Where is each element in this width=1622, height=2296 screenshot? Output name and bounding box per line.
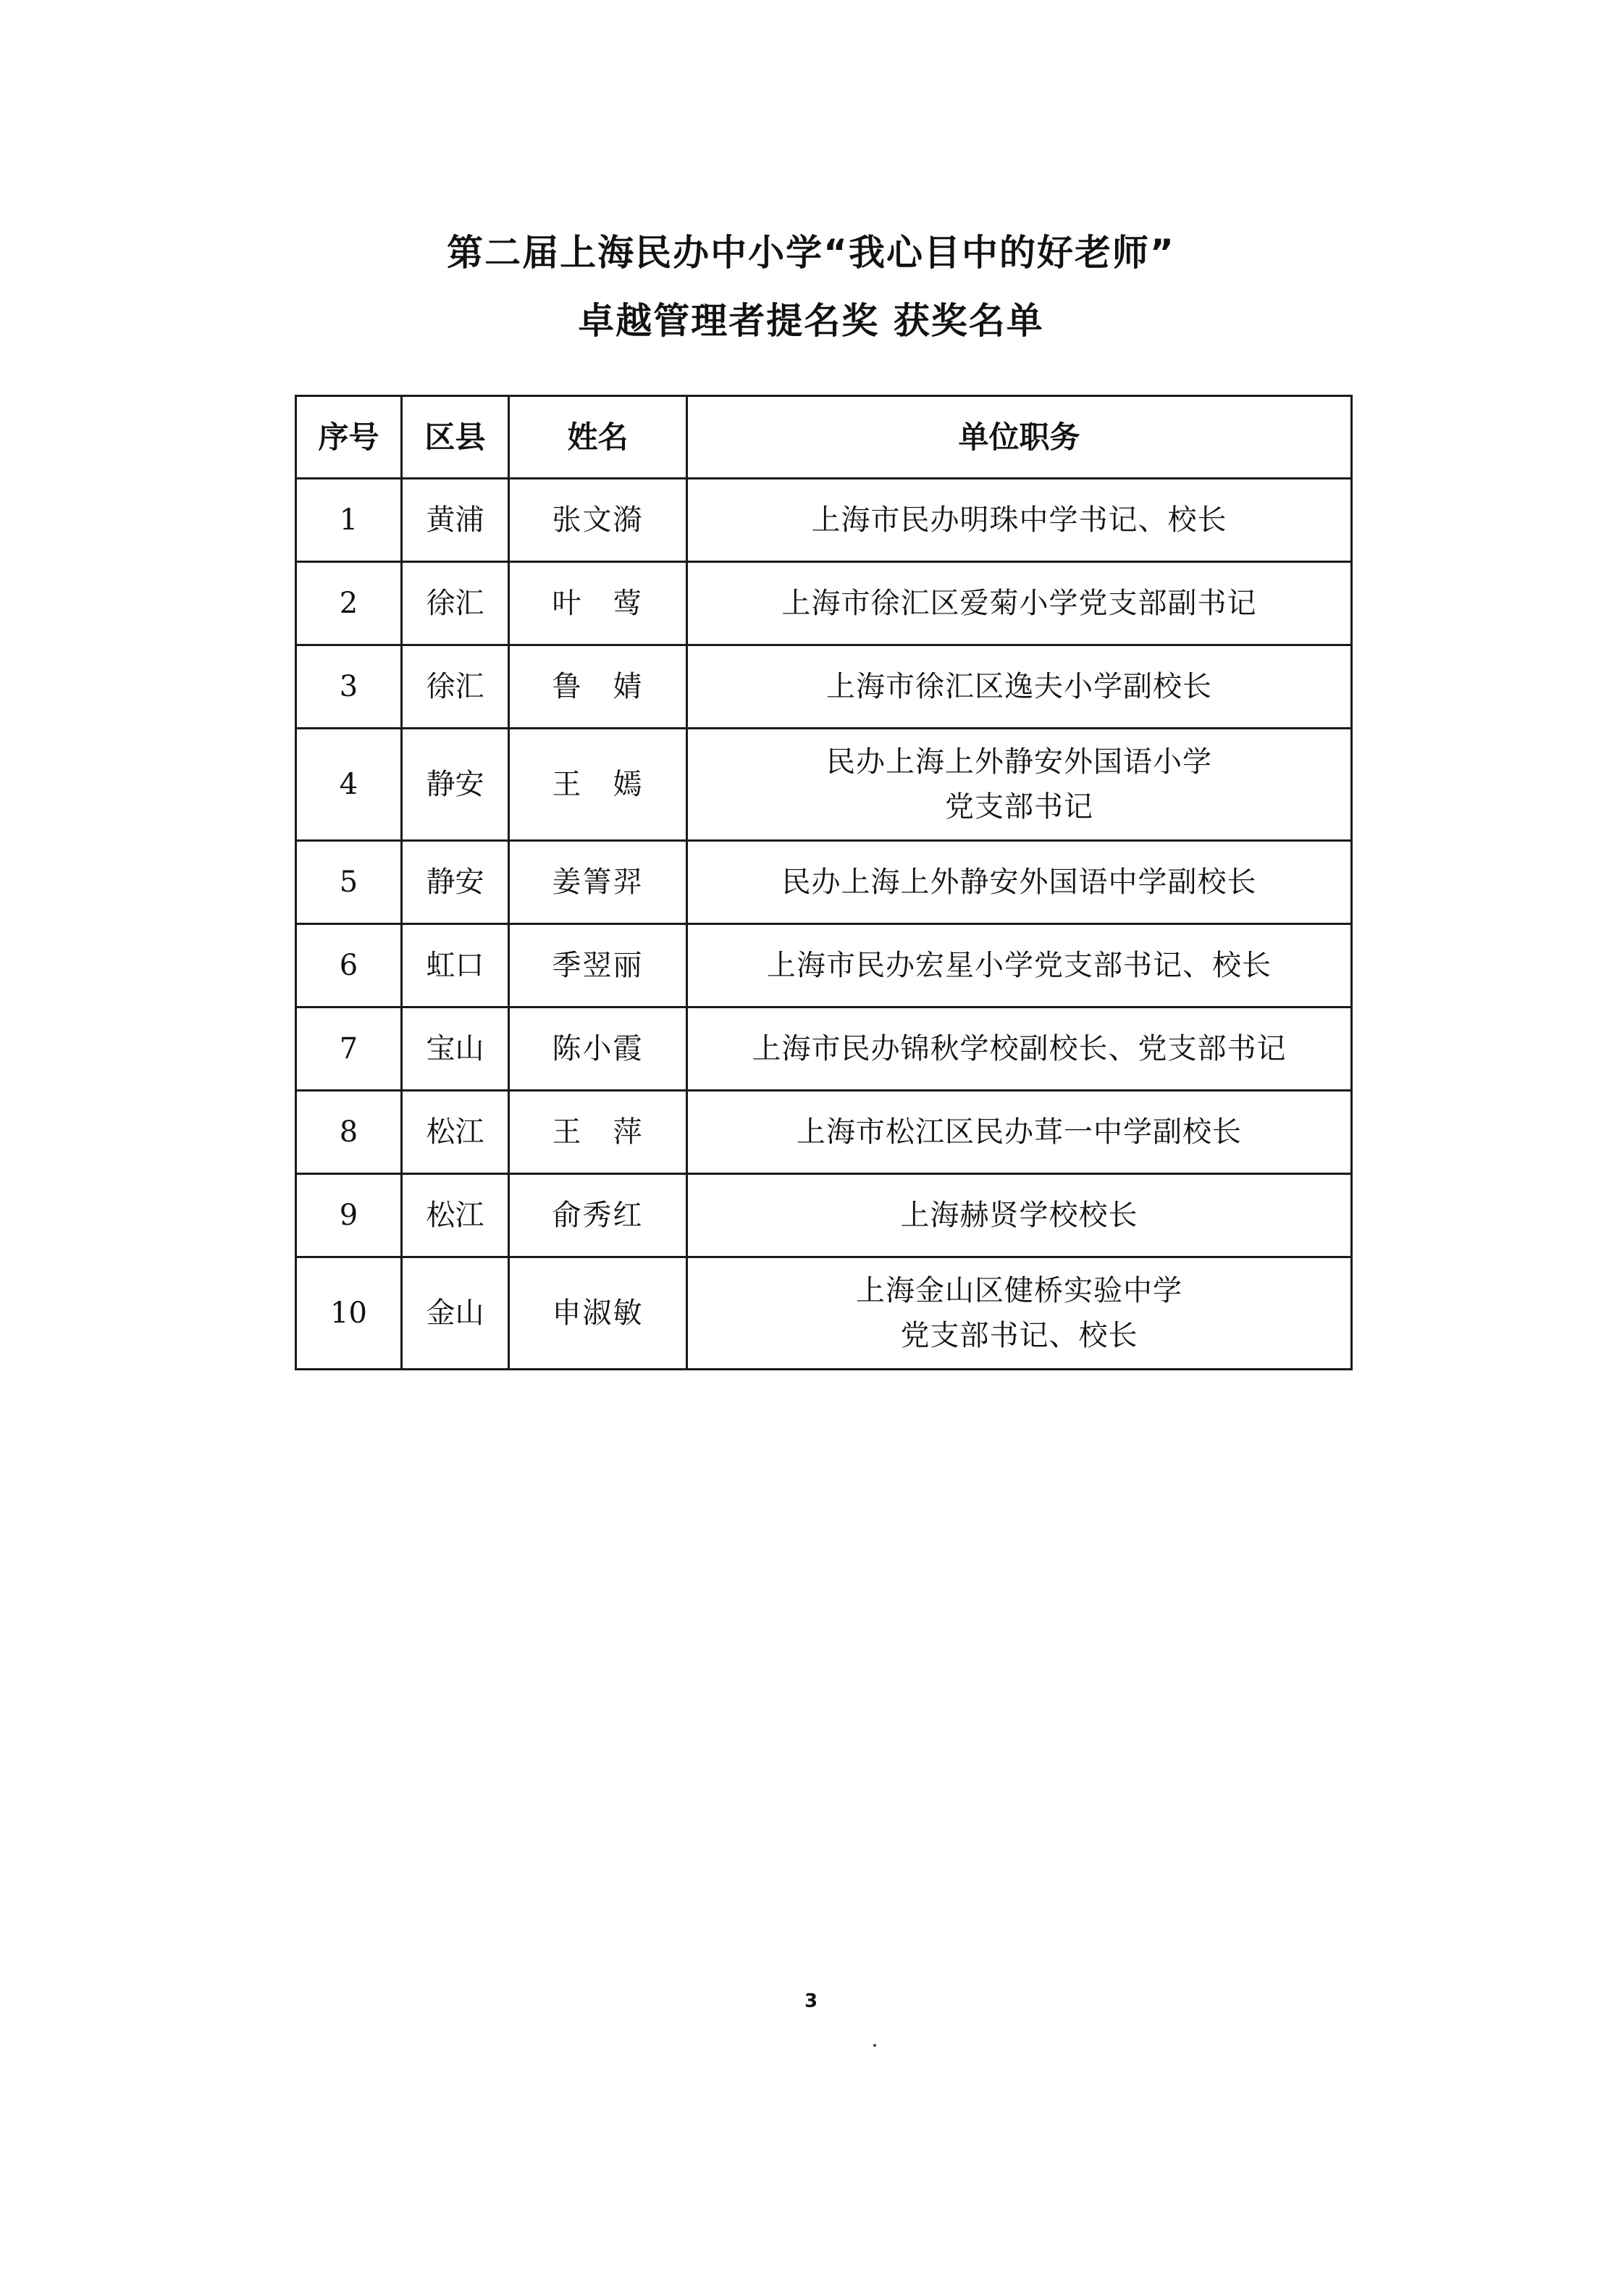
row-position — [687, 479, 1352, 562]
row-district: 松江 — [402, 1091, 509, 1174]
document-title-line-2: 卓越管理者提名奖 获奖名单 — [578, 300, 1044, 342]
position-line: 上海市徐汇区逸夫小学副校长 — [826, 670, 1212, 703]
document-title-line-1: 第二届上海民办中小学“我心目中的好老师” — [447, 232, 1175, 274]
row-position — [687, 1257, 1352, 1370]
row-name: 张文漪 — [509, 479, 687, 562]
position-line: 上海赫贤学校校长 — [900, 1199, 1138, 1232]
row-position — [687, 1174, 1352, 1257]
position-line: 民办上海上外静安外国语小学 — [826, 745, 1212, 779]
row-name: 陈小霞 — [509, 1007, 687, 1091]
page-number: 3 — [804, 1990, 818, 2012]
position-line: 民办上海上外静安外国语中学副校长 — [781, 866, 1257, 899]
position-line: 上海金山区健桥实验中学 — [856, 1274, 1182, 1307]
row-position — [687, 645, 1352, 729]
position-line: 上海市民办宏星小学党支部书记、校长 — [767, 949, 1272, 982]
row-number: 7 — [296, 1007, 402, 1091]
scan-artifact-dot — [873, 2044, 876, 2047]
table-row — [296, 562, 1352, 645]
row-number: 9 — [296, 1174, 402, 1257]
row-name: 鲁 婧 — [509, 645, 687, 729]
row-number: 6 — [296, 924, 402, 1007]
position-line: 上海市民办锦秋学校副校长、党支部书记 — [752, 1032, 1287, 1065]
row-district: 黄浦 — [402, 479, 509, 562]
position-line: 党支部书记、校长 — [900, 1319, 1138, 1352]
row-name: 俞秀红 — [509, 1174, 687, 1257]
row-position — [687, 1091, 1352, 1174]
row-district: 静安 — [402, 841, 509, 924]
position-line: 上海市松江区民办茸一中学副校长 — [797, 1115, 1242, 1149]
row-number: 4 — [296, 729, 402, 841]
row-name: 季翌丽 — [509, 924, 687, 1007]
table-row — [296, 645, 1352, 729]
header-name: 姓名 — [509, 396, 687, 479]
position-line: 上海市徐汇区爱菊小学党支部副书记 — [781, 587, 1257, 620]
row-number: 10 — [296, 1257, 402, 1370]
row-position — [687, 729, 1352, 841]
award-list-table — [295, 395, 1353, 1370]
row-name: 姜箐羿 — [509, 841, 687, 924]
row-name: 申淑敏 — [509, 1257, 687, 1370]
table-row — [296, 841, 1352, 924]
table-row — [296, 924, 1352, 1007]
table-row — [296, 729, 1352, 841]
header-position: 单位职务 — [687, 396, 1352, 479]
table-header-row — [296, 396, 1352, 479]
row-district: 徐汇 — [402, 645, 509, 729]
table-row — [296, 479, 1352, 562]
position-line: 党支部书记 — [945, 790, 1093, 824]
table-row — [296, 1174, 1352, 1257]
row-number: 8 — [296, 1091, 402, 1174]
row-name: 叶 莺 — [509, 562, 687, 645]
row-district: 宝山 — [402, 1007, 509, 1091]
row-name: 王 萍 — [509, 1091, 687, 1174]
header-district: 区县 — [402, 396, 509, 479]
row-district: 虹口 — [402, 924, 509, 1007]
row-position — [687, 841, 1352, 924]
row-position — [687, 924, 1352, 1007]
row-position — [687, 562, 1352, 645]
row-district: 金山 — [402, 1257, 509, 1370]
row-position — [687, 1007, 1352, 1091]
row-district: 静安 — [402, 729, 509, 841]
row-number: 3 — [296, 645, 402, 729]
header-number: 序号 — [296, 396, 402, 479]
table-row — [296, 1091, 1352, 1174]
table-row — [296, 1007, 1352, 1091]
table-row — [296, 1257, 1352, 1370]
position-line: 上海市民办明珠中学书记、校长 — [811, 503, 1227, 537]
row-number: 5 — [296, 841, 402, 924]
row-district: 松江 — [402, 1174, 509, 1257]
row-number: 2 — [296, 562, 402, 645]
row-number: 1 — [296, 479, 402, 562]
row-name: 王 嫣 — [509, 729, 687, 841]
row-district: 徐汇 — [402, 562, 509, 645]
